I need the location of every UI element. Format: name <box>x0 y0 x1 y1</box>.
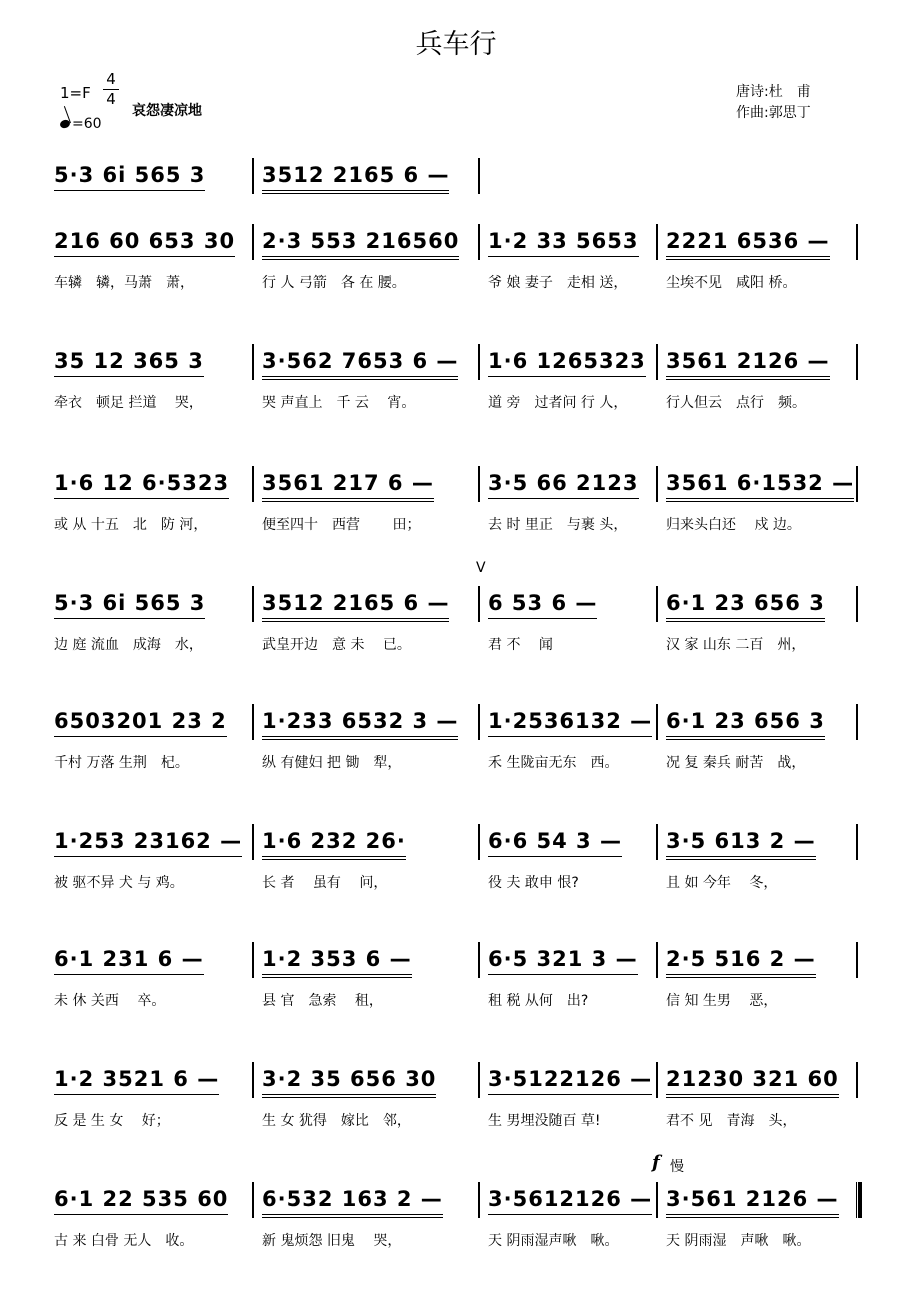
measure-notes: 5·3 6i 565 3 <box>54 160 205 191</box>
lyric-line: 哭 声直上 千 云 宵。 <box>262 395 416 411</box>
measure-notes: 3·5 66 2123 <box>488 468 639 499</box>
barline <box>478 466 480 502</box>
barline <box>856 1062 858 1098</box>
composer-credit: 作曲:郭思丁 <box>736 105 811 121</box>
lyric-line: 生 男埋没随百 草! <box>488 1113 601 1129</box>
measure <box>54 826 242 856</box>
measure-notes: 5·3 6i 565 3 <box>54 588 205 619</box>
barline <box>478 942 480 978</box>
measure-notes: 6·6 54 3 — <box>488 826 622 857</box>
lyric-line: 被 驱不异 犬 与 鸡。 <box>54 875 184 891</box>
barline <box>478 824 480 860</box>
measure-notes: 216 60 653 30 <box>54 226 235 257</box>
barline <box>478 1062 480 1098</box>
barline <box>656 704 658 740</box>
measure <box>262 944 412 974</box>
barline <box>856 224 858 260</box>
measure <box>54 468 229 498</box>
lyric-line: 爷 娘 妻子 走相 送， <box>488 275 628 291</box>
measure <box>262 706 458 736</box>
lyric-line: 新 鬼烦怨 旧鬼 哭， <box>262 1233 402 1249</box>
measure <box>54 1064 219 1094</box>
lyric-line: 禾 生陇亩无东 西。 <box>488 755 619 771</box>
lyric-line: 归来头白还 戍 边。 <box>666 517 801 533</box>
tempo-marking <box>60 116 102 132</box>
barline <box>252 586 254 622</box>
measure <box>262 160 449 190</box>
measure-notes: 6·1 231 6 — <box>54 944 204 975</box>
lyric-line: 信 知 生男 恶， <box>666 993 778 1009</box>
measure <box>262 468 434 498</box>
lyric-line: 牵衣 顿足 拦道 哭， <box>54 395 203 411</box>
breath-mark: V <box>476 560 486 576</box>
measure <box>54 346 204 376</box>
measure-notes: 1·2 3521 6 — <box>54 1064 219 1095</box>
barline <box>656 586 658 622</box>
measure-notes: 3512 2165 6 — <box>262 160 449 194</box>
measure <box>666 1184 839 1214</box>
barline <box>252 942 254 978</box>
poem-credit: 唐诗:杜 甫 <box>736 84 811 100</box>
barline <box>856 824 858 860</box>
lyric-line: 反 是 生 女 好； <box>54 1113 170 1129</box>
song-title: 兵车行 <box>415 29 497 60</box>
lyric-line: 便至四十 西营 田； <box>262 517 421 533</box>
measure <box>54 226 235 256</box>
measure-notes: 1·6 1265323 <box>488 346 646 377</box>
measure <box>488 826 622 856</box>
barline <box>656 824 658 860</box>
measure-notes: 3·5 613 2 — <box>666 826 816 860</box>
lyric-line: 县 官 急索 租， <box>262 993 383 1009</box>
measure-notes: 3561 217 6 — <box>262 468 434 502</box>
lyric-line: 古 来 白骨 无人 收。 <box>54 1233 194 1249</box>
time-signature <box>103 70 119 109</box>
measure-notes: 1·2536132 — <box>488 706 652 737</box>
lyric-line: 汉 家 山东 二百 州， <box>666 637 806 653</box>
lyric-line: 生 女 犹得 嫁比 邻， <box>262 1113 411 1129</box>
measure <box>488 346 646 376</box>
lyric-line: 且 如 今年 冬， <box>666 875 778 891</box>
dynamic-forte: f <box>652 1152 660 1173</box>
lyric-line: 君 不 闻 <box>488 637 553 653</box>
measure-notes: 6·5 321 3 — <box>488 944 638 975</box>
lyric-line: 尘埃不见 咸阳 桥。 <box>666 275 797 291</box>
measure-notes: 3·5612126 — <box>488 1184 652 1215</box>
quarter-note-icon <box>59 119 71 130</box>
barline <box>252 1062 254 1098</box>
time-bottom: 4 <box>103 89 119 109</box>
measure <box>262 826 406 856</box>
measure <box>666 706 825 736</box>
measure-notes: 35 12 365 3 <box>54 346 204 377</box>
barline <box>252 466 254 502</box>
measure-notes: 3561 6·1532 — <box>666 468 854 502</box>
measure <box>666 226 830 256</box>
lyric-line: 行人但云 点行 频。 <box>666 395 806 411</box>
lyric-line: 去 时 里正 与裹 头， <box>488 517 628 533</box>
key-signature: 1=F <box>60 84 91 102</box>
barline <box>478 586 480 622</box>
measure <box>666 346 830 376</box>
barline <box>656 942 658 978</box>
lyric-line: 未 休 关西 卒。 <box>54 993 166 1009</box>
barline <box>478 344 480 380</box>
measure-notes: 2·5 516 2 — <box>666 944 816 978</box>
measure-notes: 6·1 23 656 3 <box>666 588 825 622</box>
measure-notes: 3512 2165 6 — <box>262 588 449 622</box>
barline <box>478 704 480 740</box>
measure-notes: 6503201 23 2 <box>54 706 227 737</box>
measure <box>54 944 204 974</box>
measure <box>262 346 458 376</box>
lyric-line: 道 旁 过者问 行 人， <box>488 395 628 411</box>
measure-notes: 1·6 232 26· <box>262 826 406 860</box>
measure-notes: 3·561 2126 — <box>666 1184 839 1218</box>
measure <box>54 588 205 618</box>
measure-notes: 1·253 23162 — <box>54 826 242 857</box>
measure <box>488 588 597 618</box>
measure <box>666 944 816 974</box>
measure <box>666 826 816 856</box>
measure <box>488 1184 652 1214</box>
measure-notes: 1·233 6532 3 — <box>262 706 458 740</box>
lyric-line: 况 复 秦兵 耐苦 战， <box>666 755 806 771</box>
lyric-line: 武皇开边 意 未 已。 <box>262 637 411 653</box>
measure <box>488 944 638 974</box>
measure <box>54 1184 228 1214</box>
lyric-line: 边 庭 流血 成海 水， <box>54 637 203 653</box>
barline <box>656 466 658 502</box>
tempo-slow: 慢 <box>670 1159 684 1175</box>
measure-notes: 3·2 35 656 30 <box>262 1064 436 1098</box>
lyric-line: 千村 万落 生荆 杞。 <box>54 755 189 771</box>
measure-notes: 6·1 23 656 3 <box>666 706 825 740</box>
measure <box>262 1064 436 1094</box>
barline <box>252 824 254 860</box>
measure <box>666 588 825 618</box>
lyric-line: 长 者 虽有 问， <box>262 875 388 891</box>
barline <box>856 704 858 740</box>
barline <box>856 466 858 502</box>
lyric-line: 君不 见 青海 头， <box>666 1113 797 1129</box>
tempo-value: =60 <box>72 116 102 132</box>
lyric-line: 天 阴雨湿声啾 啾。 <box>488 1233 619 1249</box>
measure-notes: 6·1 22 535 60 <box>54 1184 228 1215</box>
measure <box>666 468 854 498</box>
barline <box>656 1182 658 1218</box>
barline <box>252 224 254 260</box>
lyric-line: 天 阴雨湿 声啾 啾。 <box>666 1233 811 1249</box>
expression-marking: 哀怨凄凉地 <box>132 103 202 119</box>
measure <box>488 1064 652 1094</box>
barline <box>252 344 254 380</box>
measure-notes: 3·562 7653 6 — <box>262 346 458 380</box>
measure-notes: 1·2 33 5653 <box>488 226 639 257</box>
barline <box>656 1062 658 1098</box>
time-top: 4 <box>106 70 116 88</box>
barline <box>856 942 858 978</box>
lyric-line: 车辚 辚，马萧 萧， <box>54 275 194 291</box>
lyric-line: 行 人 弓箭 各 在 腰。 <box>262 275 406 291</box>
barline <box>252 1182 254 1218</box>
measure-notes: 21230 321 60 <box>666 1064 839 1098</box>
barline <box>856 586 858 622</box>
barline <box>252 158 254 194</box>
measure <box>488 706 652 736</box>
measure <box>54 160 205 190</box>
measure-notes: 3·5122126 — <box>488 1064 652 1095</box>
measure <box>54 706 227 736</box>
measure-notes: 1·6 12 6·5323 <box>54 468 229 499</box>
lyric-line: 租 税 从何 出? <box>488 993 589 1009</box>
measure-notes: 1·2 353 6 — <box>262 944 412 978</box>
lyric-line: 役 夫 敢申 恨? <box>488 875 579 891</box>
credits <box>736 82 811 124</box>
measure <box>262 588 449 618</box>
barline <box>856 344 858 380</box>
measure <box>488 226 639 256</box>
barline <box>656 224 658 260</box>
measure-notes: 3561 2126 — <box>666 346 830 380</box>
barline <box>478 158 480 194</box>
measure-notes: 6·532 163 2 — <box>262 1184 443 1218</box>
barline <box>252 704 254 740</box>
final-barline <box>856 1182 862 1218</box>
lyric-line: 纵 有健妇 把 锄 犁， <box>262 755 402 771</box>
barline <box>478 224 480 260</box>
lyric-line: 或 从 十五 北 防 河， <box>54 517 208 533</box>
measure <box>262 1184 443 1214</box>
measure <box>666 1064 839 1094</box>
barline <box>656 344 658 380</box>
measure-notes: 6 53 6 — <box>488 588 597 619</box>
measure-notes: 2·3 553 216560 <box>262 226 459 260</box>
measure <box>488 468 639 498</box>
measure-notes: 2221 6536 — <box>666 226 830 260</box>
barline <box>478 1182 480 1218</box>
measure <box>262 226 459 256</box>
